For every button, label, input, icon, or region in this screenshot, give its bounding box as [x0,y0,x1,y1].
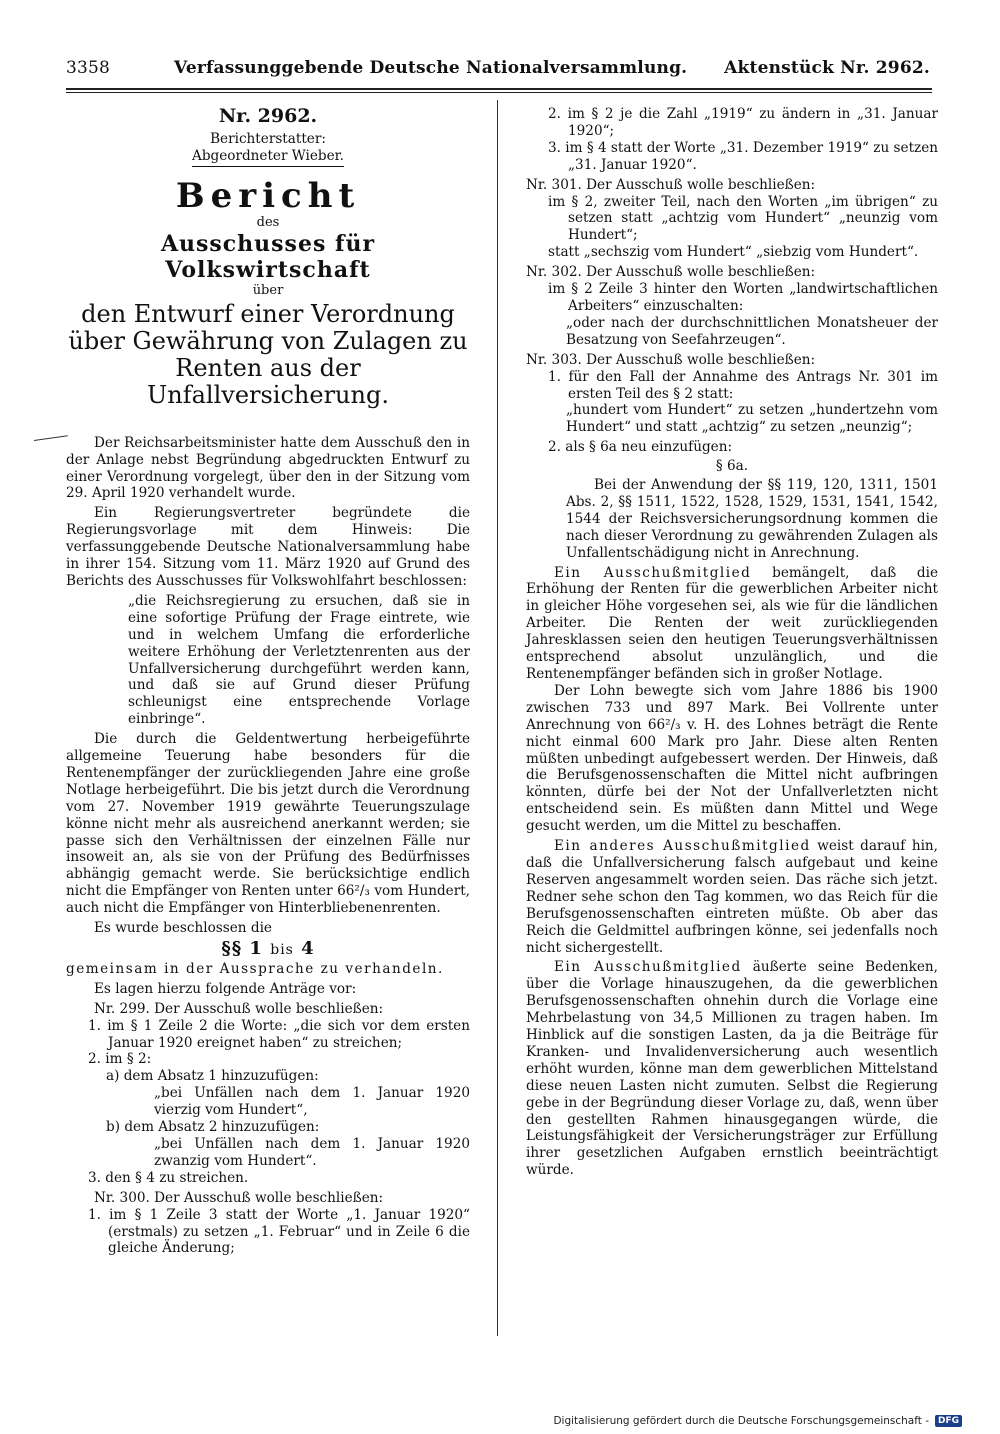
right-paragraph-1 [526,565,938,683]
margin-pen-stroke [34,435,68,441]
right-paragraph-1-lead: Ein Ausschußmitglied [554,564,752,581]
report-subject: den Entwurf einer Verordnung über Gewährung von Zulagen zu Renten aus der Unfallversicherung. [68,299,468,409]
left-column [66,106,470,1257]
title-des: des [256,214,280,230]
paragraph-1: Der Reichsarbeitsminister hatte dem Ausschuß den in der Anlage nebst Begründung abgedruckten Entwurf zu einer Verordnung vorgelegt, über den in der Sitzung vom 29. April 1920 verhandelt wurde. [66,434,470,502]
document-number: Aktenstück Nr. 2962. [724,58,930,78]
motion-302-item: im § 2 Zeile 3 hinter den Worten „landwirtschaftlichen Arbeiters“ einzuschalten: [548,281,938,314]
report-number: Nr. 2962. [218,105,318,127]
motion-299-item-2: 2. im § 2: [88,1051,152,1068]
motion-303-item-1: 1. für den Fall der Annahme des Antrags Nr. 301 im ersten Teil des § 2 statt: [548,368,938,402]
report-title: Bericht [175,175,361,216]
right-paragraph-3-text: weist darauf hin, daß die Unfallversicherung falsch aufgebaut und keine Reserven angesammelt worden seien. Das räche sich jetzt. Redner sehe schon den Tag kommen, wo das Reich für die Berufsgenossenschaften eintreten müßte. Ob aber das Reich die Geldmittel aufbringen könne, sei jedenfalls noch nicht sichergestellt. [526,838,938,956]
motion-299-text: Der Ausschuß wolle beschließen: [154,1000,384,1017]
header-rule [66,88,932,90]
motion-299-item-2a: a) dem Absatz 1 hinzuzufügen: [106,1068,319,1085]
motion-301-number: Nr. 301. [526,176,582,193]
title-ueber: über [252,282,284,298]
motion-300-number: Nr. 300. [94,1189,150,1206]
paragraph-5: gemeinsam in der Aussprache zu verhandeln. [66,960,444,977]
motion-303-text: Der Ausschuß wolle beschließen: [586,351,816,368]
section-heading [66,938,470,959]
section-heading-start: §§ 1 [221,938,263,959]
motion-299 [66,1001,470,1018]
motion-301-item-b: statt „sechszig vom Hundert“ „siebzig vom Hundert“. [548,244,919,261]
motion-300 [66,1190,470,1207]
motion-303-number: Nr. 303. [526,351,582,368]
section-6a-text: Bei der Anwendung der §§ 119, 120, 1311, 1501 Abs. 2, §§ 1511, 1522, 1528, 1529, 1531, 1541, 1542, 1544 der Reichsversicherungsordnung kommen die nach dieser Verordnung zu gewährenden Zulagen als Unfallentschädigung nicht in Anrechnung. [566,477,938,561]
motion-300-item-2: 2. im § 2 je die Zahl „1919“ zu ändern in „31. Januar 1920“; [548,106,938,139]
motion-302-text: Der Ausschuß wolle beschließen: [586,264,816,281]
right-paragraph-4-lead: Ein Ausschußmitglied [554,959,742,976]
right-paragraph-1-text: bemängelt, daß die Erhöhung der Renten für die gewerblichen Arbeiter nicht in gleicher Höhe vorgesehen sei, als wie für die ländlichen Arbeiter. Die Renten der weit zurückliegenden Jahresklassen seien den heutigen Teuerungsverhältnissen entsprechend absolut unzulänglich, und die Rentenempfänger befänden sich in großer Notlage. [526,564,938,682]
paragraph-6: Es lagen hierzu folgende Anträge vor: [94,980,357,997]
right-paragraph-4-text: äußerte seine Bedenken, über die Vorlage hinauszugehen, da die gewerblichen Berufsgenossenschaften ohnehin durch die Vorlage eine Mehrbelastung von 34,5 Millionen zu tragen haben. Im Hinblick auf die sonstigen Lasten, da ja die Beiträge für Kranken- und Invalidenversicherung auch wesentlich erhöht wurden, könne man dem gewerblichen Mittelstand diese neuen Lasten nicht zumuten. Selbst die Regierung gebe in der Begründung dieser Vorlage zu, daß, wenn über den gestellten Rahmen hinausgegangen würde, die Leistungsfähigkeit der Versicherungsträger zur Erfüllung ihrer gesetzlichen Aufgaben ernstlich beeinträchtigt würde. [526,959,938,1179]
motion-299-item-2b-quote: „bei Unfällen nach dem 1. Januar 1920 zwanzig vom Hundert“. [154,1135,470,1169]
right-column [526,106,938,1179]
quote-resolution: „die Reichsregierung zu ersuchen, daß sie in eine sofortige Prüfung der Frage eintrete, wie und in welchem Umfang die erforderliche weitere Erhöhung der Verletztenrenten aus der Unfallversicherung durchgeführt werden kann, und daß sie auf Grund dieser Prüfung schleunigst eine entsprechende Vorlage einbringe“. [128,592,470,728]
digitization-footer [553,1415,962,1427]
motion-301-text: Der Ausschuß wolle beschließen: [586,176,816,193]
footer-text: Digitalisierung gefördert durch die Deutsche Forschungsgemeinschaft - [553,1415,929,1427]
paragraph-2: Ein Regierungsvertreter begründete die Regierungsvorlage mit dem Hinweis: Die verfassunggebende Deutsche Nationalversammlung habe in ihrer 154. Sitzung vom 11. März 1920 auf Grund des Berichts des Ausschusses für Volkswohlfahrt beschlossen: [66,505,470,589]
right-paragraph-4 [526,959,938,1179]
motion-301-item-a: im § 2, zweiter Teil, nach den Worten „im übrigen“ zu setzen statt „achtzig vom Hundert“ „neunzig vom Hundert“; [548,193,938,244]
section-heading-bis: bis [270,942,294,958]
page-number: 3358 [66,58,111,78]
motion-299-item-2a-quote: „bei Unfällen nach dem 1. Januar 1920 vierzig vom Hundert“, [154,1085,470,1119]
motion-303-item-2: 2. als § 6a neu einzufügen: [548,439,733,456]
paragraph-4: Es wurde beschlossen die [94,920,272,937]
reporter-label: Berichterstatter: [210,130,326,147]
motion-299-item-1: 1. im § 1 Zeile 2 die Worte: „die sich vor dem ersten Januar 1920 ereignet haben“ zu streichen; [88,1017,470,1051]
paragraph-3: Die durch die Geldentwertung herbeigeführte allgemeine Teuerung habe besonders für die Rentenempfänger der zurückliegenden Jahre eine große Notlage herbeigeführt. Die bis jetzt durch die Verordnung vom 27. November 1919 gewährte Teuerungszulage könne nicht mehr als ausreichend anerkannt werden; sie passe sich den Verhältnissen der einzelnen Fälle nur insoweit an, als sie von der Prüfung des Bedürfnisses abhängig gemacht werde. Sie berücksichtige endlich nicht die Empfänger von Renten unter 66²/₃ vom Hundert, auch nicht die Empfänger von Hinterbliebenenrenten. [66,731,470,917]
motion-301 [526,177,938,194]
motion-303-item-1-quote: „hundert vom Hundert“ zu setzen „hundertzehn vom Hundert“ und statt „achtzig“ zu setzen „neunzig“; [566,402,938,436]
motion-302-number: Nr. 302. [526,264,582,281]
motion-302 [526,264,938,281]
motion-300-text: Der Ausschuß wolle beschließen: [154,1189,384,1206]
header-rule-thin [66,92,932,93]
reporter-name: Abgeordneter Wieber. [192,148,344,167]
motion-303 [526,352,938,369]
right-paragraph-2: Der Lohn bewegte sich vom Jahre 1886 bis 1900 zwischen 733 und 897 Mark. Bei Vollrente unter Anrechnung von 66²/₃ v. H. des Lohnes beträgt die Rente nicht einmal 600 Mark pro Jahr. Diese alten Renten müßten unbedingt aufgebessert werden. Der Hinweis, daß die Berufsgenossenschaften die Mittel nicht aufbringen könnten, dürfe bei der Not der Unfallverletzten nicht entscheidend sein. Es müßten dann Mittel und Wege gesucht werden, um die Mittel zu beschaffen. [526,682,938,835]
page-header [66,58,930,86]
column-divider [497,100,498,1336]
motion-302-quote: „oder nach der durchschnittlichen Monatsheuer der Besatzung von Seefahrzeugen“. [566,314,938,348]
committee-name: Ausschusses für Volkswirtschaft [160,230,376,283]
motion-299-item-2b: b) dem Absatz 2 hinzuzufügen: [106,1119,320,1136]
dfg-logo: DFG [935,1415,962,1427]
motion-300-item-1: 1. im § 1 Zeile 3 statt der Worte „1. Januar 1920“ (erstmals) zu setzen „1. Februar“ und in Zeile 6 die gleiche Änderung; [88,1206,470,1257]
right-paragraph-3-lead: Ein anderes Ausschußmitglied [554,838,811,855]
running-title: Verfassunggebende Deutsche Nationalversammlung. [174,58,688,78]
section-6a-heading: § 6a. [715,458,749,475]
motion-299-number: Nr. 299. [94,1000,150,1017]
section-heading-end: 4 [301,938,315,959]
motion-300-item-3: 3. im § 4 statt der Worte „31. Dezember 1919“ zu setzen „31. Januar 1920“. [548,139,938,173]
right-paragraph-3 [526,838,938,956]
motion-299-item-3: 3. den § 4 zu streichen. [88,1169,249,1186]
